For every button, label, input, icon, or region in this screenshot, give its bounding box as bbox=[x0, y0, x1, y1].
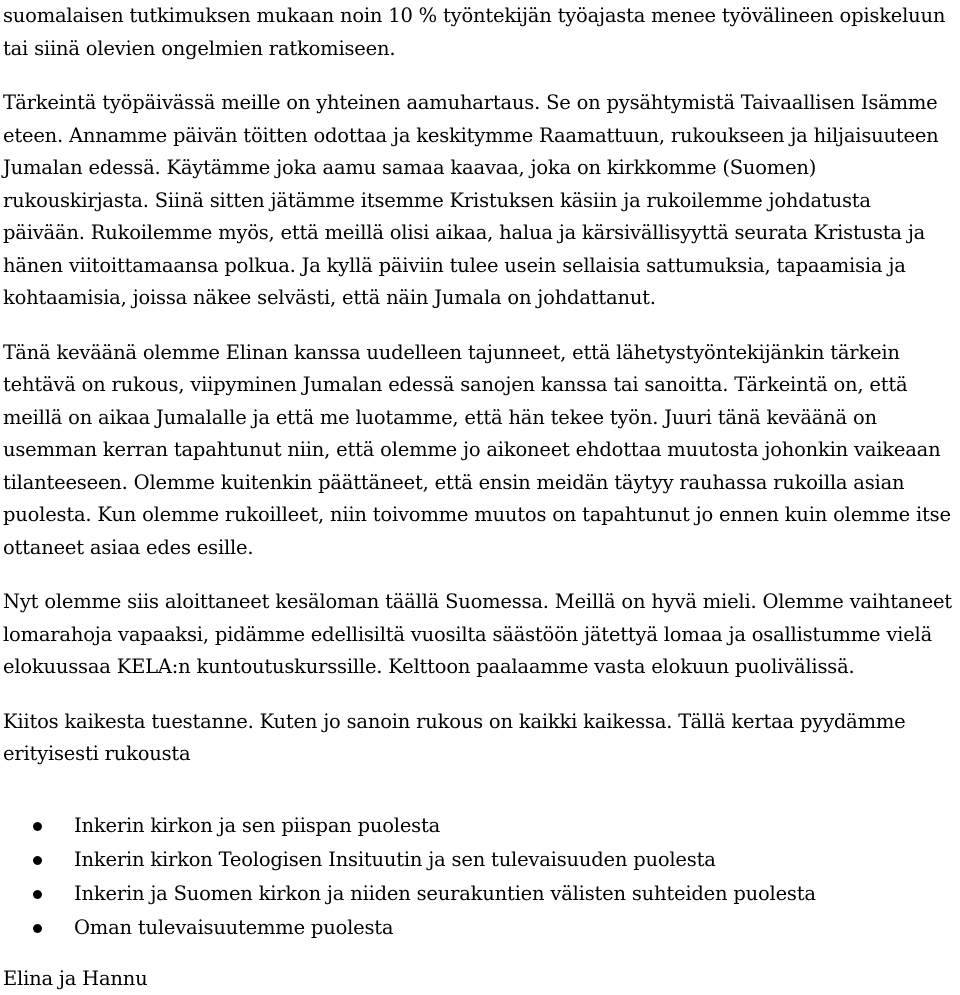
bullet-dot-icon bbox=[33, 822, 42, 831]
list-item-text: Oman tulevaisuutemme puolesta bbox=[74, 916, 393, 939]
list-item bbox=[3, 911, 957, 945]
bullet-dot-icon bbox=[33, 890, 42, 899]
paragraph-rukous: Tänä keväänä olemme Elinan kanssa uudelleen tajunneet, että lähetystyöntekijänkin tärkein tehtävä on rukous, viipyminen Jumalan edessä sanojen kanssa tai sanoitta. Tärkeintä on, että meillä on aikaa Jumalalle ja että me luotamme, että hän tekee työn. Juuri tänä keväänä on usemman kerran tapahtunut niin, että olemme jo aikoneet ehdottaa muutosta johonkin vaikeaan tilanteeseen. Olemme kuitenkin päättäneet, että ensin meidän täytyy rauhassa rukoilla asian puolesta. Kun olemme rukoilleet, niin toivomme muutos on tapahtunut jo ennen kuin olemme itse ottaneet asiaa edes esille. bbox=[3, 337, 957, 565]
signature: Elina ja Hannu bbox=[3, 963, 957, 995]
paragraph-tutkimus: suomalaisen tutkimuksen mukaan noin 10 % työntekijän työajasta menee työvälineen opiskeluun tai siinä olevien ongelmien ratkomiseen. bbox=[3, 0, 957, 65]
paragraph-spacer bbox=[3, 564, 957, 586]
list-item-text: Inkerin ja Suomen kirkon ja niiden seurakuntien välisten suhteiden puolesta bbox=[74, 882, 816, 905]
list-item bbox=[3, 843, 957, 877]
list-item bbox=[3, 877, 957, 911]
bullet-dot-icon bbox=[33, 856, 42, 865]
paragraph-kiitos: Kiitos kaikesta tuestanne. Kuten jo sanoin rukous on kaikki kaikessa. Tällä kertaa pyydämme erityisesti rukousta bbox=[3, 706, 957, 771]
paragraph-spacer bbox=[3, 684, 957, 706]
list-spacer bbox=[3, 771, 957, 809]
paragraph-kesaloma: Nyt olemme siis aloittaneet kesäloman täällä Suomessa. Meillä on hyvä mieli. Olemme vaihtaneet lomarahoja vapaaksi, pidämme edellisiltä vuosilta säästöön jätettyä lomaa ja osallistumme vielä elokuussaa KELA:n kuntoutuskurssille. Kelttoon paalaamme vasta elokuun puolivälissä. bbox=[3, 586, 957, 684]
paragraph-aamuhartaus: Tärkeintä työpäivässä meille on yhteinen aamuhartaus. Se on pysähtymistä Taivaallisen Isämme eteen. Annamme päivän töitten odottaa ja keskitymme Raamattuun, rukoukseen ja hiljaisuuteen Jumalan edessä. Käytämme joka aamu samaa kaavaa, joka on kirkkomme (Suomen) rukouskirjasta. Siinä sitten jätämme itsemme Kristuksen käsiin ja rukoilemme johdatusta päivään. Rukoilemme myös, että meillä olisi aikaa, halua ja kärsivällisyyttä seurata Kristusta ja hänen viitoittamaansa polkua. Ja kyllä päiviin tulee usein sellaisia sattumuksia, tapaamisia ja kohtaamisia, joissa näkee selvästi, että näin Jumala on johdattanut. bbox=[3, 87, 957, 315]
document-page bbox=[3, 0, 957, 995]
prayer-list bbox=[3, 809, 957, 945]
list-item-text: Inkerin kirkon ja sen piispan puolesta bbox=[74, 814, 440, 837]
list-item-text: Inkerin kirkon Teologisen Insituutin ja sen tulevaisuuden puolesta bbox=[74, 848, 716, 871]
paragraph-spacer bbox=[3, 315, 957, 337]
list-item bbox=[3, 809, 957, 843]
paragraph-spacer bbox=[3, 65, 957, 87]
bullet-dot-icon bbox=[33, 924, 42, 933]
